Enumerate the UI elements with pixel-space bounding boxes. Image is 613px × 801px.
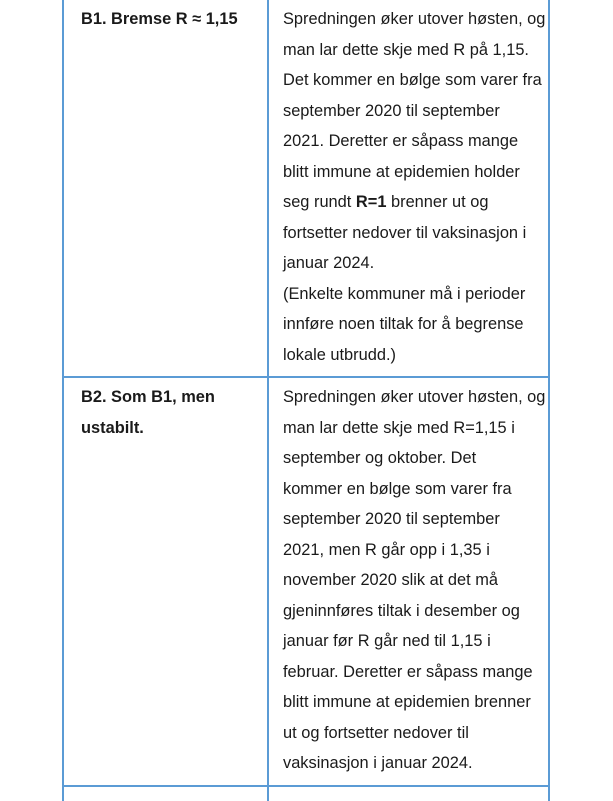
description-line: januar 2024.: [283, 254, 375, 272]
description-bold-text: R=1: [355, 193, 387, 211]
description-line: man lar dette skje med R=1,15 i: [283, 418, 515, 437]
scenario-label-text: B1. Bremse R ≈ 1,15: [81, 10, 238, 28]
empty-cell: [63, 786, 268, 801]
description-line: ut og fortsetter nedover til: [283, 723, 469, 742]
description-line: september 2020 til september: [283, 101, 500, 120]
description-line: februar. Deretter er såpass mange: [283, 662, 533, 681]
scenario-table: [62, 0, 550, 801]
description-line: fortsetter nedover til vaksinasjon i: [283, 223, 527, 242]
scenario-description: [268, 377, 549, 786]
table-row: [63, 786, 549, 801]
description-line: lokale utbrudd.): [283, 345, 396, 364]
scenario-label: [63, 0, 268, 377]
description-line: kommer en bølge som varer fra: [283, 479, 512, 498]
description-line: september 2020 til september: [283, 510, 500, 528]
description-line: Det kommer en bølge som varer fra: [283, 71, 542, 89]
empty-cell: [268, 786, 549, 801]
description-line: 2021, men R går opp i 1,35 i: [283, 540, 490, 559]
table-row: [63, 377, 549, 786]
description-line: november 2020 slik at det må: [283, 571, 499, 589]
description-line: blitt immune at epidemien brenner: [283, 693, 531, 711]
description-line: [283, 187, 538, 218]
description-line: man lar dette skje med R på 1,15.: [283, 40, 529, 59]
description-line: vaksinasjon i januar 2024.: [283, 754, 473, 772]
description-line: innføre noen tiltak for å begrense: [283, 315, 524, 333]
description-line: Spredningen øker utover høsten, og: [283, 388, 546, 406]
scenario-label-text: B2. Som B1, men: [81, 388, 215, 406]
description-line: (Enkelte kommuner må i perioder: [283, 284, 526, 303]
description-line: blitt immune at epidemien holder: [283, 162, 520, 181]
description-line: gjeninnføres tiltak i desember og: [283, 601, 520, 620]
description-text: brenner ut og: [386, 193, 489, 211]
table-row: [63, 0, 549, 377]
description-line: Spredningen øker utover høsten, og: [283, 10, 546, 28]
scenario-label: [63, 377, 268, 786]
description-text: seg rundt: [283, 193, 356, 211]
description-line: september og oktober. Det: [283, 449, 477, 467]
scenario-description: [268, 0, 549, 377]
description-line: januar før R går ned til 1,15 i: [283, 632, 491, 650]
description-line: 2021. Deretter er såpass mange: [283, 132, 519, 150]
scenario-label-text: ustabilt.: [81, 418, 144, 437]
